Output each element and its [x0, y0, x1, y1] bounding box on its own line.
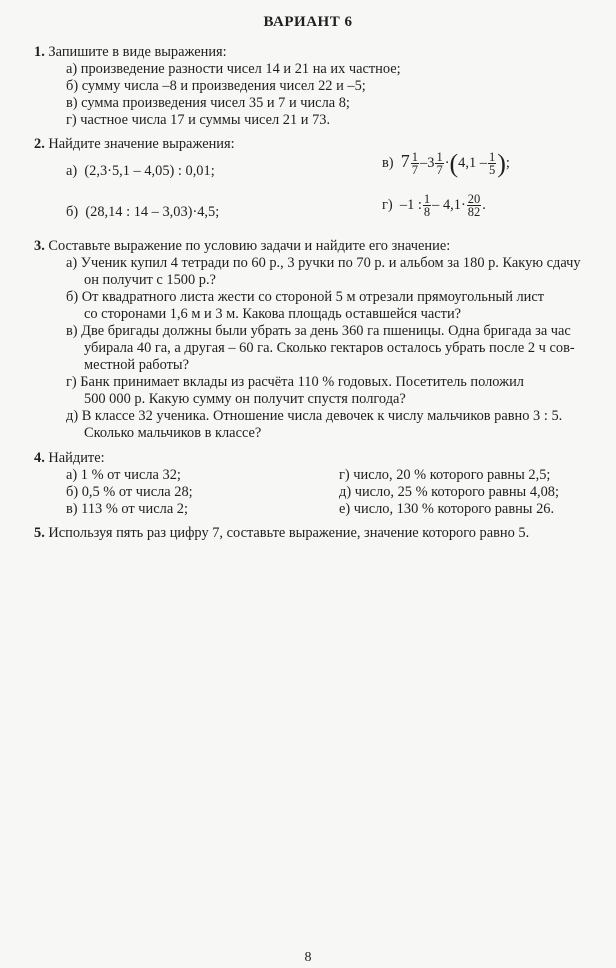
task-4: [34, 450, 594, 467]
task-item: а) Ученик купил 4 тетради по 60 р., 3 ручки по 70 р. и альбом за 180 р. Какую сдачу: [66, 255, 581, 271]
task-number: 3.: [34, 238, 45, 254]
task-number: 5.: [34, 525, 45, 541]
task-item: в) 113 % от числа 2;: [66, 501, 188, 517]
task-item: д) число, 25 % которого равны 4,08;: [339, 484, 559, 500]
expr-g: г) –1 : $\frac{1}{8}$ – 4,1· $\frac{20}{82}$ .: [382, 192, 486, 219]
task-number: 4.: [34, 450, 45, 466]
expression: (28,14 : 14 – 3,03)·4,5;: [85, 204, 220, 220]
task-1: [34, 44, 594, 129]
fraction: $\frac{20}{82}$: [467, 192, 481, 219]
task-item: а) 1 % от числа 32;: [66, 467, 181, 483]
fraction: $\frac{1}{7}$: [411, 150, 419, 177]
task-item-cont: он получит с 1500 р.?: [84, 272, 216, 288]
task-item: е) число, 130 % которого равны 26.: [339, 501, 555, 517]
task-item-cont: убирала 40 га, а другая – 60 га. Сколько гектаров осталось убрать после 2 ч сов-: [84, 340, 575, 356]
expression: (2,3·5,1 – 4,05) : 0,01;: [84, 163, 215, 179]
task-text: Используя пять раз цифру 7, составьте выражение, значение которого равно 5.: [48, 525, 530, 541]
task-item: б) 0,5 % от числа 28;: [66, 484, 193, 500]
task-item-cont: 500 000 р. Какую сумму он получит спустя полгода?: [84, 391, 406, 407]
task-item-cont: местной работы?: [84, 357, 189, 373]
task-heading: Найдите:: [48, 450, 105, 466]
task-item: г) Банк принимает вклады из расчёта 110 % годовых. Посетитель положил: [66, 374, 524, 390]
expr-v: в) 7 $\frac{1}{7}$ –3 $\frac{1}{7}$ ·(4,1 – $\frac{1}{5}$ );: [382, 149, 510, 178]
task-item: д) В классе 32 ученика. Отношение числа девочек к числу мальчиков равно 3 : 5.: [66, 408, 563, 424]
fraction: $\frac{1}{5}$: [488, 150, 496, 177]
task-item: б) сумму числа –8 и произведения чисел 22 и –5;: [66, 78, 366, 94]
task-item-cont: Сколько мальчиков в классе?: [84, 425, 262, 441]
task-item: б) От квадратного листа жести со стороной 5 м отрезали прямоугольный лист: [66, 289, 545, 305]
page-number: 8: [304, 950, 312, 965]
page-title: ВАРИАНТ 6: [263, 14, 353, 30]
task-3: [34, 238, 594, 442]
task-number: 2.: [34, 136, 45, 152]
expr-b: б) (28,14 : 14 – 3,03)·4,5;: [66, 204, 220, 220]
task-5: [34, 525, 594, 542]
fraction: $\frac{1}{8}$: [423, 192, 431, 219]
task-item: в) сумма произведения чисел 35 и 7 и числа 8;: [66, 95, 350, 111]
task-number: 1.: [34, 44, 45, 60]
fraction: $\frac{1}{7}$: [436, 150, 443, 177]
task-heading: Запишите в виде выражения:: [48, 44, 227, 60]
task-2: [34, 136, 594, 153]
task-heading: Найдите значение выражения:: [48, 136, 235, 152]
task-item: а) произведение разности чисел 14 и 21 на их частное;: [66, 61, 401, 77]
task-item-cont: со сторонами 1,6 м и 3 м. Какова площадь оставшейся части?: [84, 306, 462, 322]
task-item: в) Две бригады должны были убрать за день 360 га пшеницы. Одна бригада за час: [66, 323, 571, 339]
task-heading: Составьте выражение по условию задачи и найдите его значение:: [48, 238, 451, 254]
expr-a: а) (2,3·5,1 – 4,05) : 0,01;: [66, 163, 215, 179]
task-item: г) частное числа 17 и суммы чисел 21 и 73.: [66, 112, 331, 128]
task-item: г) число, 20 % которого равны 2,5;: [339, 467, 551, 483]
